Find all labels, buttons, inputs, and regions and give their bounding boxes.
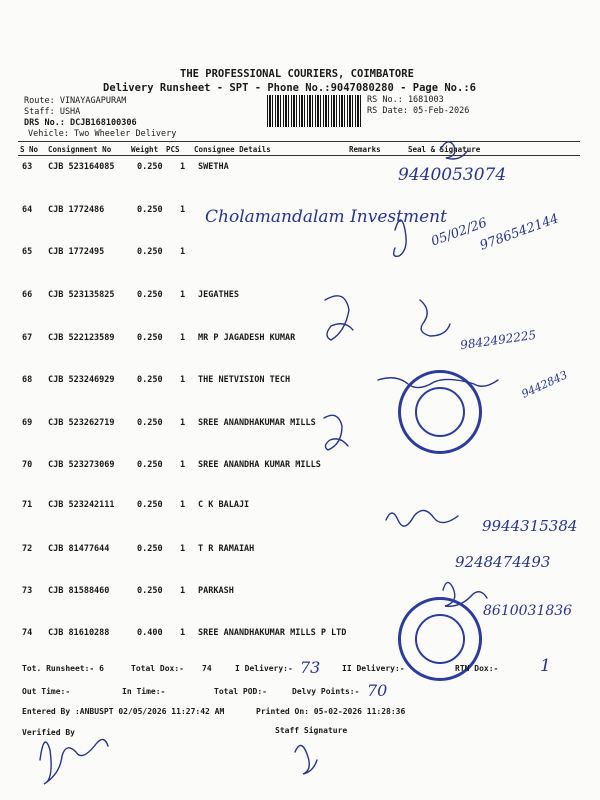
- total-dox-value: 74: [202, 664, 212, 673]
- row-consignment-no: CJB 523273069: [48, 460, 115, 470]
- row-weight: 0.250: [137, 162, 163, 172]
- row-weight: 0.250: [137, 586, 163, 596]
- seal-inner-ring: [415, 614, 465, 664]
- row-consignment-no: CJB 1772486: [48, 205, 105, 215]
- row-sno: 68: [22, 375, 33, 385]
- col-seal: Seal & Signature: [408, 145, 481, 154]
- rtn-dox-value: 1: [540, 656, 551, 676]
- company-seal-stamp: [398, 370, 482, 454]
- row-consignment-no: CJB 523164085: [48, 162, 115, 172]
- row-consignment-no: CJB 523135825: [48, 290, 115, 300]
- row-consignee: SWETHA: [198, 162, 229, 172]
- handwritten-phone: 9944315384: [482, 517, 578, 535]
- handwritten-date: 05/02/26: [429, 215, 490, 250]
- row-consignee: SREE ANANDHA KUMAR MILLS: [198, 460, 321, 470]
- row-pcs: 1: [180, 290, 186, 300]
- row-weight: 0.250: [137, 247, 163, 257]
- row-consignee: PARKASH: [198, 586, 234, 596]
- row-weight: 0.250: [137, 418, 163, 428]
- row-pcs: 1: [180, 544, 186, 554]
- row-sno: 64: [22, 205, 33, 215]
- row-pcs: 1: [180, 500, 186, 510]
- row-pcs: 1: [180, 586, 186, 596]
- row-sno: 71: [22, 500, 33, 510]
- row-weight: 0.250: [137, 333, 163, 343]
- col-consignee: Consignee Details: [194, 145, 271, 154]
- row-weight: 0.400: [137, 628, 163, 638]
- seal-inner-ring: [415, 387, 465, 437]
- printed-on: Printed On: 05-02-2026 11:28:36: [256, 707, 406, 716]
- row-consignee: C K BALAJI: [198, 500, 250, 510]
- row-pcs: 1: [180, 247, 186, 257]
- row-consignee: T R RAMAIAH: [198, 544, 255, 554]
- signature-63: [440, 142, 468, 159]
- row-sno: 70: [22, 460, 33, 470]
- rtn-dox-label: RTN Dox:-: [455, 664, 499, 673]
- row-pcs: 1: [180, 375, 186, 385]
- row-weight: 0.250: [137, 500, 163, 510]
- row-weight: 0.250: [137, 460, 163, 470]
- handwritten-name: Cholamandalam Investment: [205, 207, 447, 227]
- col-consignment: Consignment No: [48, 145, 112, 154]
- signature-71: [386, 510, 458, 526]
- row-consignment-no: CJB 81588460: [48, 586, 110, 596]
- signature-staff: [295, 745, 317, 774]
- delvy-points-label: Delvy Points:-: [292, 687, 360, 696]
- signature-67: [420, 300, 450, 336]
- handwritten-phone: 9248474493: [455, 553, 551, 571]
- row-sno: 74: [22, 628, 33, 638]
- row-consignee: MR P JAGADESH KUMAR: [198, 333, 296, 343]
- row-consignment-no: CJB 523246929: [48, 375, 115, 385]
- row-consignment-no: CJB 523262719: [48, 418, 115, 428]
- entered-by: Entered By :ANBUSPT 02/05/2026 11:27:42 AM: [22, 707, 225, 716]
- handwritten-phone: 9842492225: [459, 327, 537, 353]
- row-consignee: SREE ANANDHAKUMAR MILLS: [198, 418, 316, 428]
- i-delivery-value: 73: [300, 658, 321, 677]
- row-pcs: 1: [180, 205, 186, 215]
- route-label: Route: VINAYAGAPURAM: [24, 96, 127, 106]
- handwritten-phone: 8610031836: [483, 603, 573, 619]
- tot-runsheet: Tot. Runsheet:- 6: [22, 664, 104, 673]
- vehicle-label: Vehicle: Two Wheeler Delivery: [28, 129, 177, 139]
- staff-signature-label: Staff Signature: [275, 726, 348, 735]
- rs-no-label: RS No.: 1681003: [367, 95, 444, 105]
- row-pcs: 1: [180, 460, 186, 470]
- row-consignment-no: CJB 81477644: [48, 544, 110, 554]
- row-weight: 0.250: [137, 375, 163, 385]
- handwritten-phone: 9786542144: [477, 211, 561, 254]
- row-sno: 73: [22, 586, 33, 596]
- row-sno: 67: [22, 333, 33, 343]
- out-time-label: Out Time:-: [22, 687, 71, 696]
- signature-66: [325, 296, 353, 340]
- signature-64: [394, 220, 406, 256]
- row-sno: 69: [22, 418, 33, 428]
- ii-delivery-label: II Delivery:-: [342, 664, 405, 673]
- row-sno: 66: [22, 290, 33, 300]
- row-consignee: JEGATHES: [198, 290, 239, 300]
- row-weight: 0.250: [137, 290, 163, 300]
- row-consignment-no: CJB 1772495: [48, 247, 105, 257]
- row-pcs: 1: [180, 333, 186, 343]
- row-consignee: SREE ANANDHAKUMAR MILLS P LTD: [198, 628, 347, 638]
- col-pcs: PCS: [166, 145, 180, 154]
- row-sno: 72: [22, 544, 33, 554]
- in-time-label: In Time:-: [122, 687, 166, 696]
- handwritten-phone: 9440053074: [398, 165, 507, 185]
- verified-by-label: Verified By: [22, 728, 75, 737]
- company-title: THE PROFESSIONAL COURIERS, COIMBATORE: [180, 68, 414, 80]
- signature-verified: [40, 739, 108, 784]
- row-sno: 65: [22, 247, 33, 257]
- handwritten-phone: 9442843: [519, 368, 570, 401]
- col-weight: Weight: [131, 145, 159, 154]
- row-consignment-no: CJB 523242111: [48, 500, 115, 510]
- row-consignment-no: CJB 522123589: [48, 333, 115, 343]
- row-pcs: 1: [180, 418, 186, 428]
- row-consignee: THE NETVISION TECH: [198, 375, 291, 385]
- i-delivery-label: I Delivery:-: [235, 664, 293, 673]
- row-consignment-no: CJB 81610288: [48, 628, 110, 638]
- rs-date-label: RS Date: 05-Feb-2026: [367, 106, 470, 116]
- row-pcs: 1: [180, 162, 186, 172]
- runsheet-subtitle: Delivery Runsheet - SPT - Phone No.:9047080280 - Page No.:6: [103, 82, 476, 94]
- total-dox-label: Total Dox:-: [131, 664, 184, 673]
- staff-label: Staff: USHA: [24, 107, 81, 117]
- drs-label: DRS No.: DCJB168100306: [24, 118, 137, 128]
- row-weight: 0.250: [137, 205, 163, 215]
- col-sno: S No: [20, 145, 39, 154]
- signature-69: [324, 415, 348, 450]
- row-weight: 0.250: [137, 544, 163, 554]
- delvy-points-value: 70: [367, 681, 388, 700]
- col-remarks: Remarks: [349, 145, 381, 154]
- row-pcs: 1: [180, 628, 186, 638]
- total-pod-label: Total POD:-: [214, 687, 267, 696]
- row-sno: 63: [22, 162, 33, 172]
